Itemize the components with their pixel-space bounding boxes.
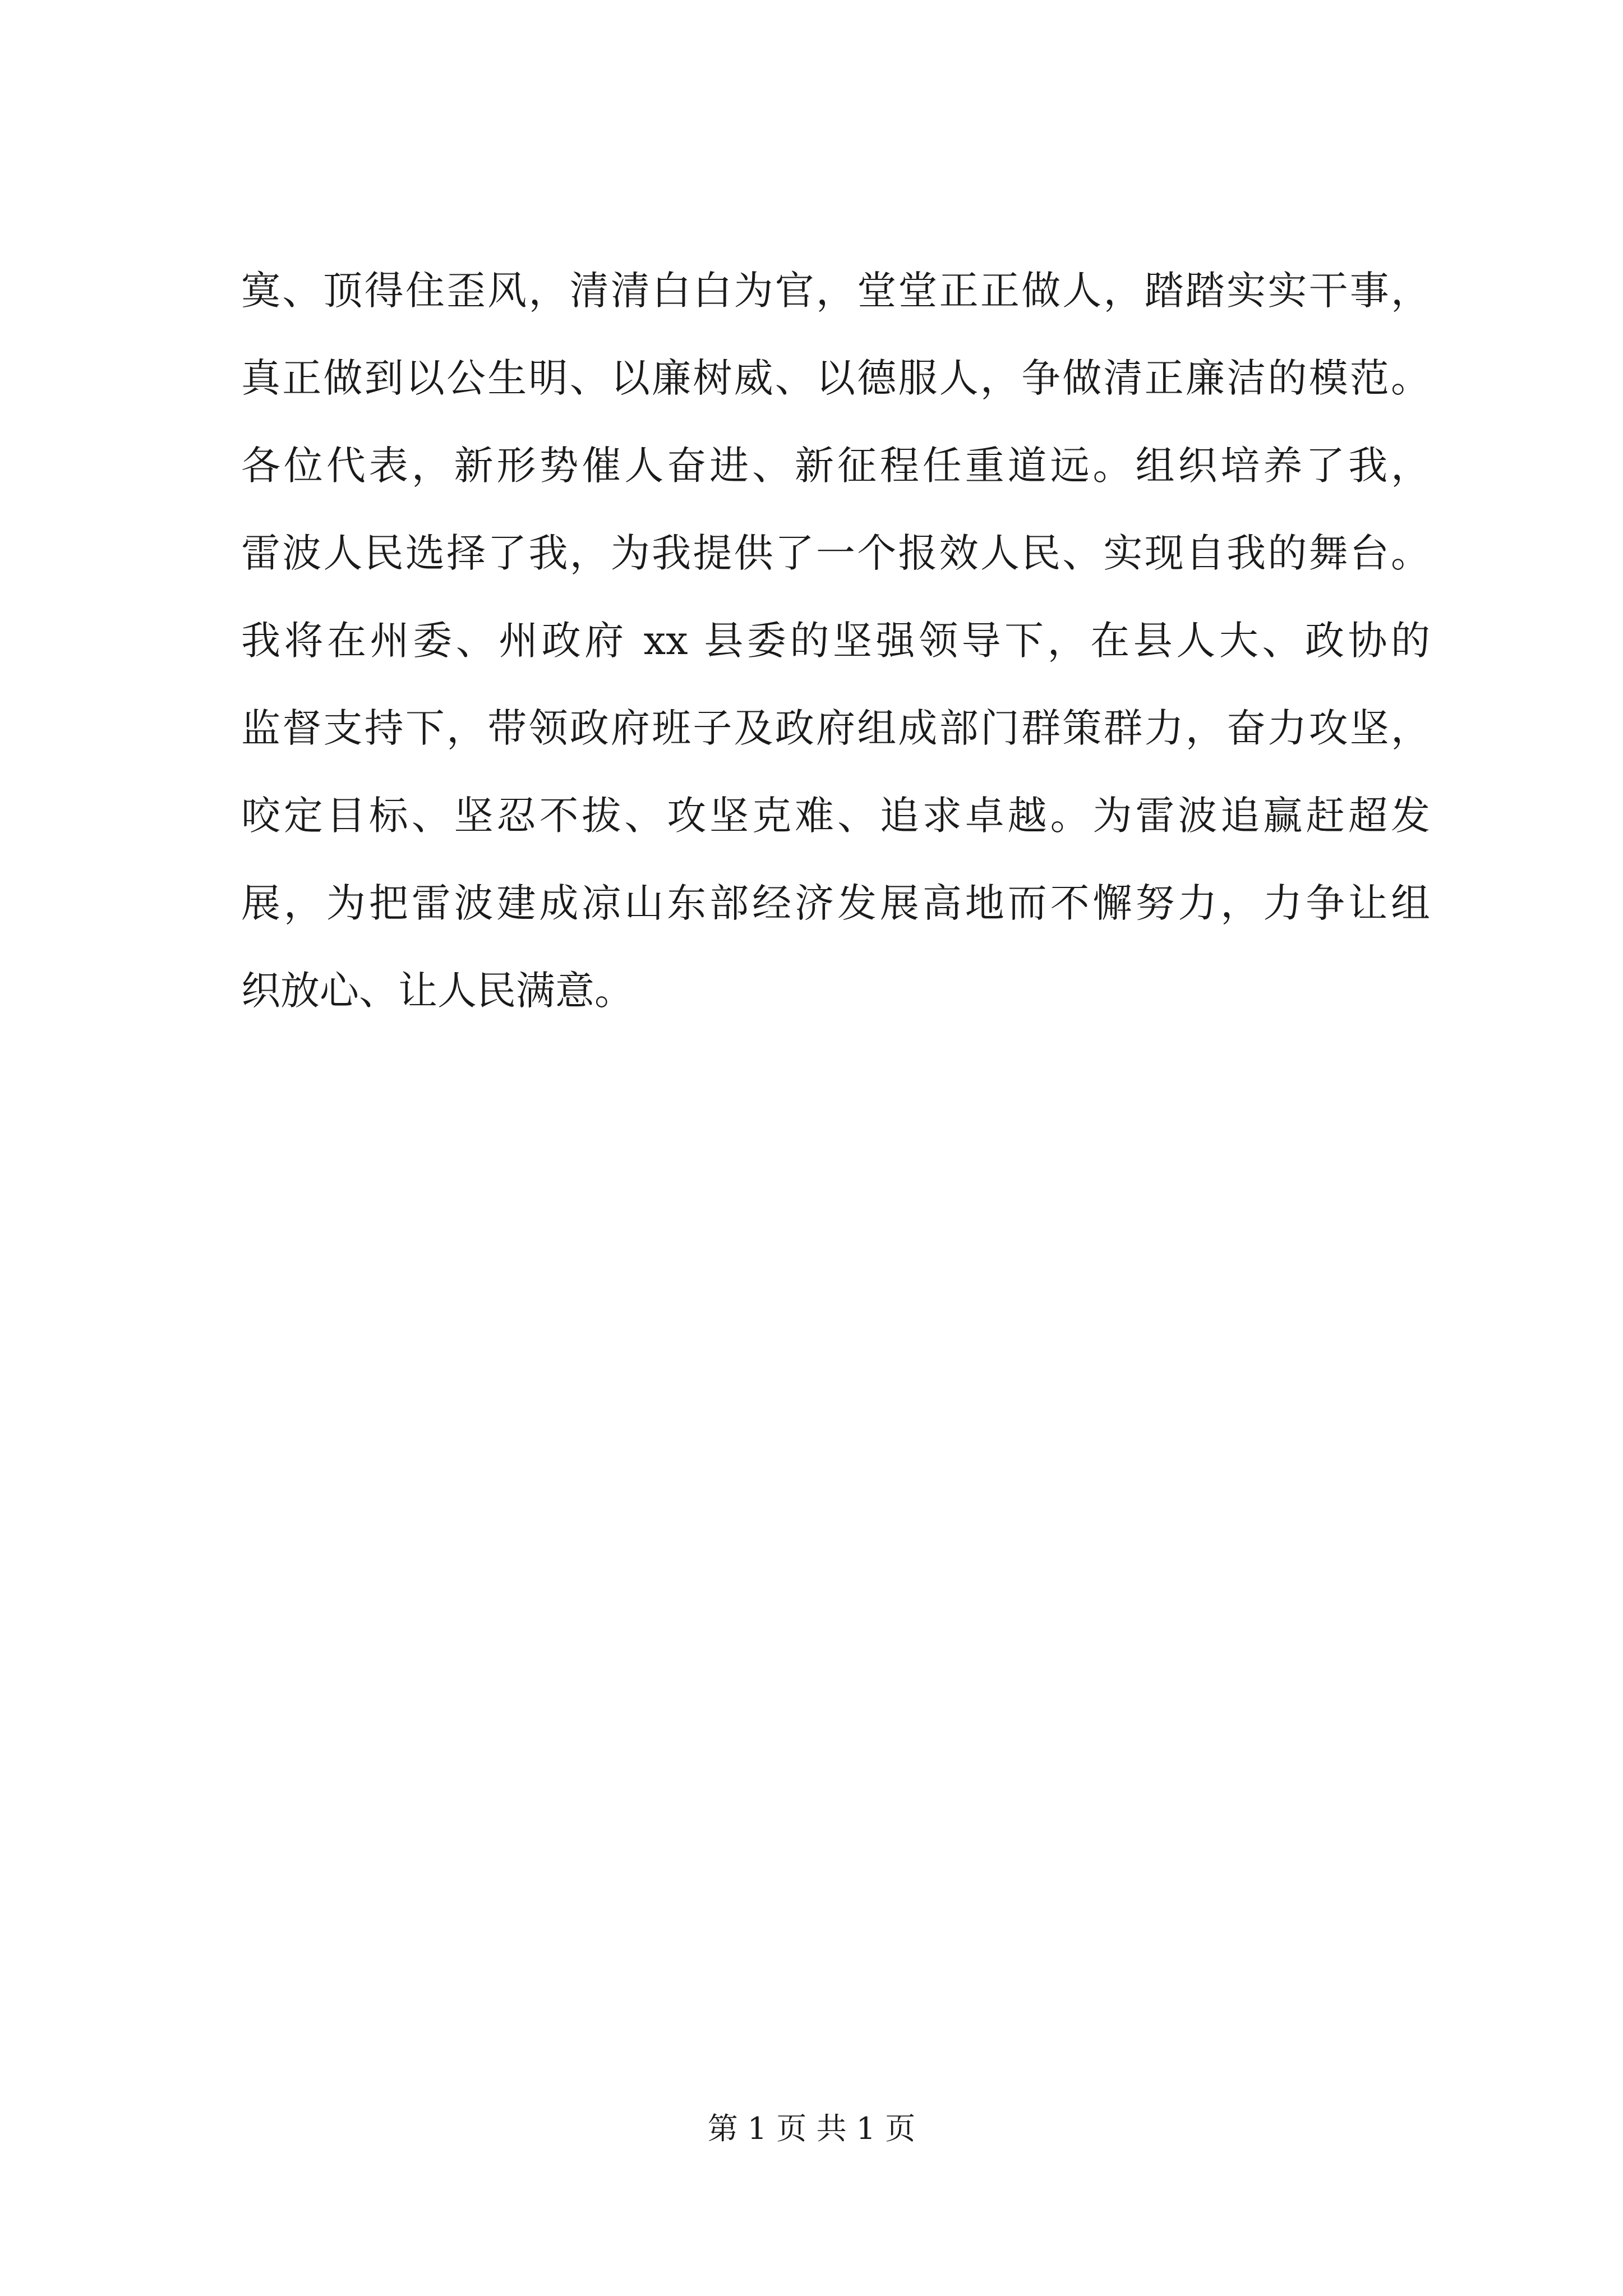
text-line: 我将在州委、州政府 xx 县委的坚强领导下，在县人大、政协的	[241, 618, 1430, 664]
page-footer: 第 1 页 共 1 页	[707, 2111, 916, 2146]
text-line: 雷波人民选择了我，为我提供了一个报效人民、实现自我的舞台。	[241, 530, 1430, 576]
text-line: 寞、顶得住歪风，清清白白为官，堂堂正正做人，踏踏实实干事，	[241, 268, 1430, 314]
text-line: 展，为把雷波建成凉山东部经济发展高地而不懈努力，力争让组	[241, 880, 1430, 926]
text-line: 真正做到以公生明、以廉树威、以德服人，争做清正廉洁的模范。	[241, 355, 1430, 401]
body-text	[241, 247, 1430, 1034]
text-line: 咬定目标、坚忍不拔、攻坚克难、追求卓越。为雷波追赢赶超发	[241, 793, 1430, 839]
text-line: 织放心、让人民满意。	[241, 968, 634, 1014]
text-line: 各位代表，新形势催人奋进、新征程任重道远。组织培养了我，	[241, 443, 1430, 489]
text-line: 监督支持下，带领政府班子及政府组成部门群策群力，奋力攻坚，	[241, 705, 1430, 751]
